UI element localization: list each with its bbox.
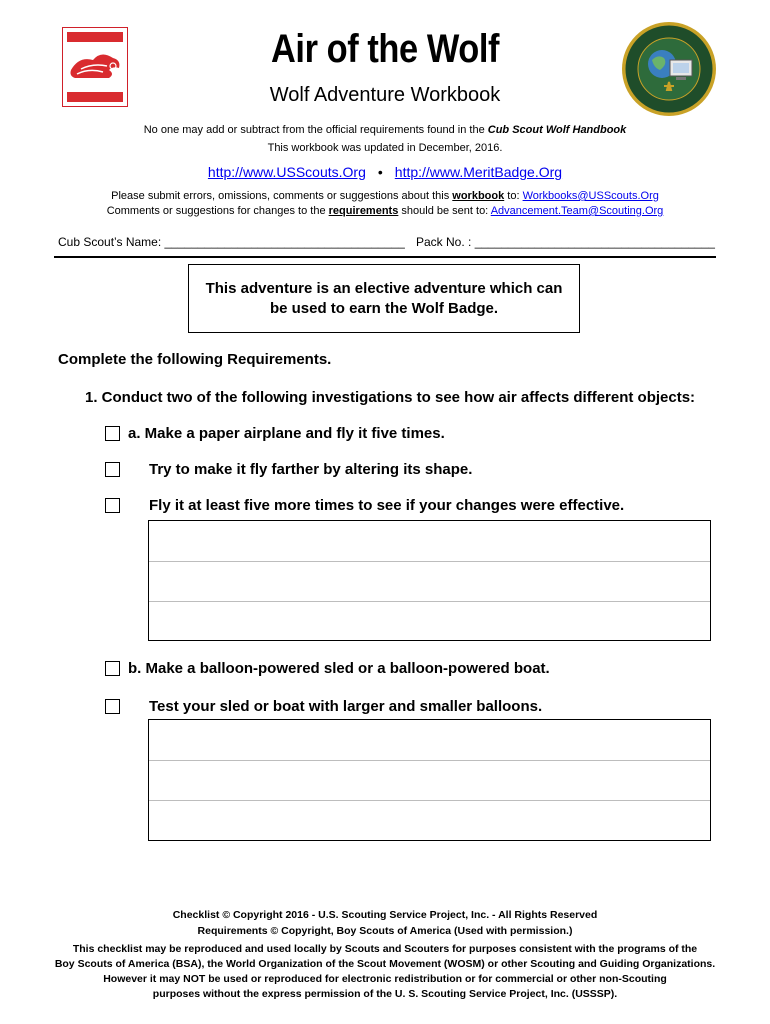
item-balloon-sizes: Test your sled or boat with larger and smaller balloons.: [149, 698, 543, 715]
answer-box-balloon[interactable]: [148, 719, 711, 841]
answer-line: [149, 760, 710, 761]
scout-name-field[interactable]: Cub Scout’s Name: ____________________________________: [58, 235, 405, 249]
advancement-email-link[interactable]: Advancement.Team@Scouting.Org: [490, 205, 664, 217]
footer-license-line3: However it may NOT be used or reproduced for electronic redistribution or for commercial or other non-Scouting: [103, 973, 667, 985]
submit-line1-bold: workbook: [452, 190, 505, 202]
usssp-seal-icon: [620, 20, 718, 118]
requirement-1: 1. Conduct two of the following investigations to see how air affects different objects:: [85, 389, 696, 406]
elective-notice-box: This adventure is an elective adventure which can be used to earn the Wolf Badge.: [188, 264, 580, 333]
workbooks-email-link[interactable]: Workbooks@USScouts.Org: [522, 190, 659, 202]
checkbox-balloon-sled[interactable]: [105, 661, 120, 676]
notice-prefix: No one may add or subtract from the official requirements found in the: [143, 124, 488, 136]
item-paper-airplane: a. Make a paper airplane and fly it five times.: [128, 425, 445, 442]
answer-line: [149, 601, 710, 602]
submit-requirements-line: [0, 205, 770, 217]
footer-copyright: Checklist © Copyright 2016 - U.S. Scouting Service Project, Inc. - All Rights Reserved: [172, 909, 598, 921]
submit-line2-mid: should be sent to:: [398, 205, 491, 217]
submit-workbook-line: [0, 190, 770, 202]
submit-line1-mid: to:: [504, 190, 523, 202]
checkbox-five-more-times[interactable]: [105, 498, 120, 513]
page-title: Air of the Wolf: [271, 27, 499, 71]
item-five-more-times: Fly it at least five more times to see if your changes were effective.: [149, 497, 625, 514]
header-divider: [54, 256, 716, 258]
meritbadge-link[interactable]: http://www.MeritBadge.Org: [394, 164, 563, 180]
checkbox-fly-farther[interactable]: [105, 462, 120, 477]
footer-license-line4: purposes without the express permission of the U. S. Scouting Service Project, Inc. (USSSP).: [152, 988, 618, 1000]
item-fly-farther: Try to make it fly farther by altering its shape.: [149, 461, 473, 478]
submit-line2-bold: requirements: [328, 205, 399, 217]
footer-requirements-copyright: Requirements © Copyright, Boy Scouts of America (Used with permission.): [197, 925, 573, 937]
requirements-notice: [0, 124, 770, 136]
website-links: [0, 164, 770, 180]
handbook-title: Cub Scout Wolf Handbook: [487, 124, 627, 136]
requirements-heading: Complete the following Requirements.: [58, 351, 332, 368]
submit-line1-prefix: Please submit errors, omissions, comments or suggestions about this: [111, 190, 453, 202]
answer-line: [149, 561, 710, 562]
checkbox-paper-airplane[interactable]: [105, 426, 120, 441]
submit-line2-prefix: Comments or suggestions for changes to the: [106, 205, 329, 217]
footer-license-line1: This checklist may be reproduced and used locally by Scouts and Scouters for purposes consistent with the programs of the: [72, 943, 698, 955]
updated-notice: This workbook was updated in December, 2016.: [267, 142, 503, 154]
link-separator: •: [377, 164, 383, 180]
usscouts-link[interactable]: http://www.USScouts.Org: [207, 164, 366, 180]
checkbox-balloon-sizes[interactable]: [105, 699, 120, 714]
item-balloon-sled: b. Make a balloon-powered sled or a balloon-powered boat.: [128, 660, 550, 677]
answer-box-airplane[interactable]: [148, 520, 711, 641]
footer-license-line2: Boy Scouts of America (BSA), the World Organization of the Scout Movement (WOSM) or other Scouting and Guiding Organizations.: [54, 958, 716, 970]
answer-line: [149, 800, 710, 801]
pack-number-field[interactable]: Pack No. : ____________________________________: [416, 235, 715, 249]
page-subtitle: Wolf Adventure Workbook: [269, 84, 501, 106]
